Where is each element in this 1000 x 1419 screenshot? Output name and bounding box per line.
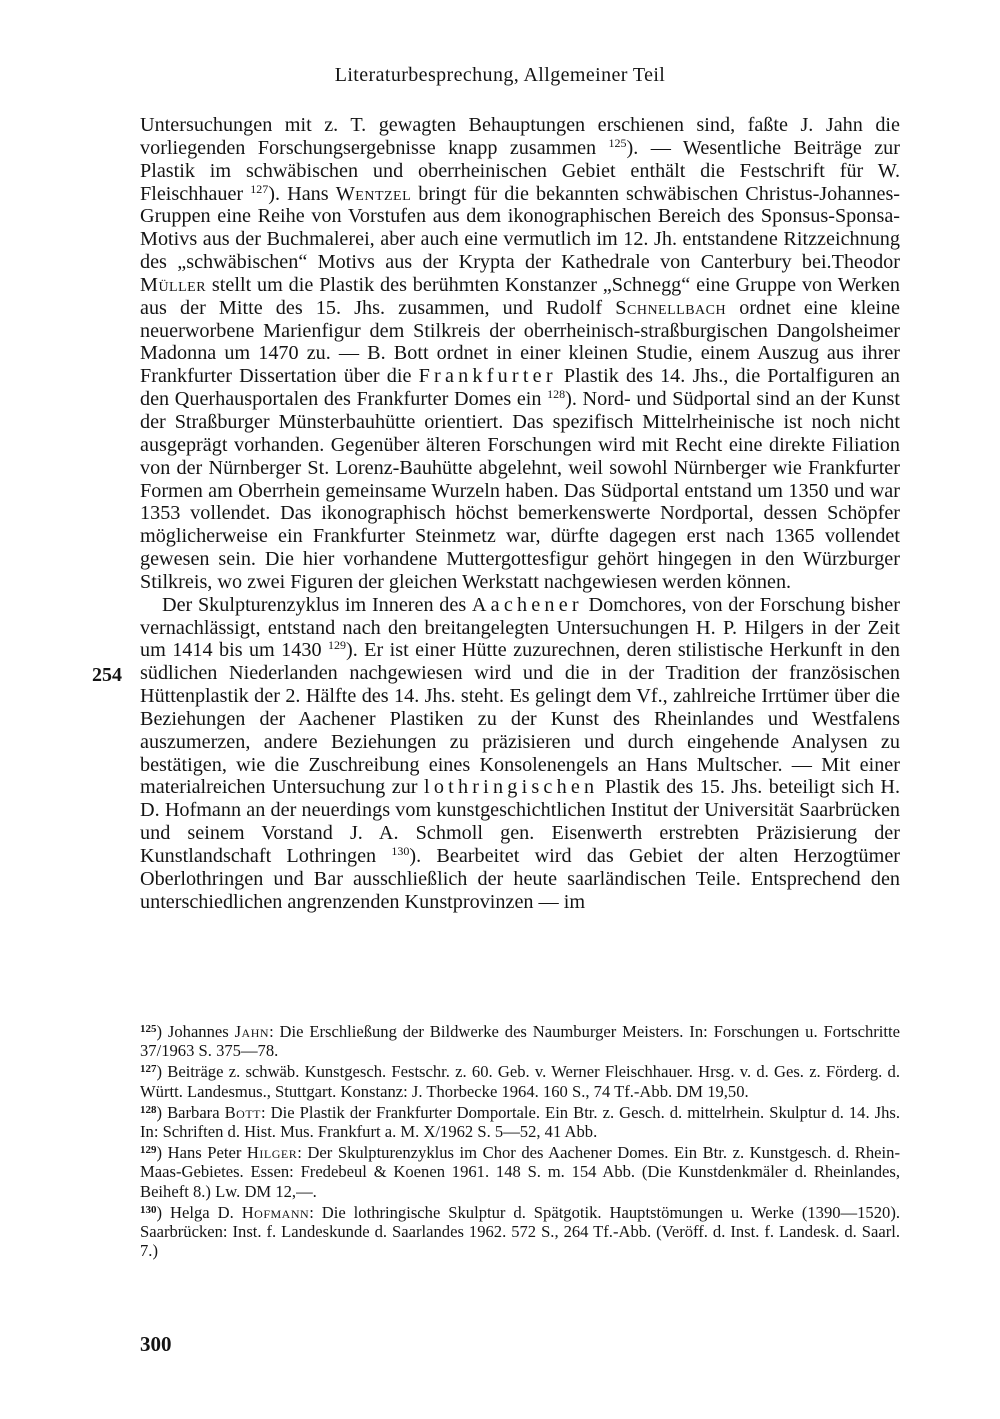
footnote-author-first: Johannes: [167, 1022, 229, 1041]
footnote-mark: 127: [140, 1063, 157, 1076]
text-run: Plastik des 15. Jhs. beteiligt sich H. D. Hofmann an der neuerdings vom kunstgeschichtlichen Institut der Universität Saarbrücken und seinem Vorstand J. A. Schmoll gen. Eisenwerth erstrebten Präzisierung der Kunstlandschaft Lothringen: [140, 776, 901, 867]
footnote-text: : Die Plastik der Frankfurter Domportale. Ein Btr. z. Gesch. d. mittelrhein. Skulptur d. 14. Jhs. In: Schriften d. Hist. Mus. Frankfurt a. M. X/1962 S. 5—52, 41 Abb.: [140, 1102, 900, 1142]
footnote-mark: 128: [140, 1103, 157, 1116]
footnote-mark: 130: [140, 1203, 157, 1216]
text-run: ). Nord- und Südportal sind an der Kunst der Straßburger Münsterbauhütte orientiert. Das spezifisch Mittelrheinische ist noch nicht ausgeprägt vorhanden. Gegenüber älteren Forschungen wird mit Recht eine direkte Filiation von der Nürnberger St. Lorenz-Bauhütte abgelehnt, weil sowohl Nürnberger wie Frankfurter Formen am Oberrhein gemeinsame Wurzeln haben. Das Südportal entstand um 1350 und war 1353 vollendet. Das ikonographisch höchst bemerkenswerte Nordportal, dessen Schöpfer möglicherweise ein Frankfurter Steinmetz war, dürfte dagegen erst nach 1365 vollendet gewesen sein. Die hier vorhandene Muttergottesfigur gehört hingegen in den Würzburger Stilkreis, wo zwei Figuren der gleichen Werkstatt nachgewiesen werden können.: [140, 388, 901, 593]
text-run: ). Er ist einer Hütte zuzurechnen, deren stilistische Herkunft in den südlichen Niederlanden nachgewiesen wird und die in der Tradition der französischen Hüttenplastik der 2. Hälfte des 14. Jhs. steht. Es gelingt dem Vf., zahlreiche Irrtümer über die Beziehungen der Aachener Plastiken zu der Kunst des Rheinlandes und Westfalens auszumerzen, andere Beziehungen zu präzisieren und durch eingehende Analysen zu bestätigen, wie die Zuschreibung eines Konsolenengels an Hans Multscher. — Mit einer materialreichen Untersuchung zur: [140, 639, 901, 799]
spaced-place-name: Frankfurter: [418, 365, 557, 388]
spaced-place-name: Aachener: [471, 593, 583, 616]
footnote-text: : Die lothringische Skulptur d. Spätgotik. Hauptstömungen u. Werke (1390—1520). Saarbrücken: Inst. f. Landeskunde d. Saarlandes 1962. 572 S., 264 Tf.-Abb. (Veröff. d. Inst. f. Landesk. d. Saarl. 7.): [140, 1202, 900, 1261]
footnote-127: $^{127}$) Beiträge z. schwäb. Kunstgesch. Festschr. z. 60. Geb. v. Werner Fleischhauer. Hrsg. v. d. Ges. z. Förderg. d. Württ. Landesmus., Stuttgart. Konstanz: J. Thorbecke 1964. 160 S., 74 Tf.-Abb. DM 19,50.: [140, 1062, 900, 1101]
page-number: 300: [140, 1332, 172, 1356]
footnote-author-first: Helga D.: [170, 1202, 234, 1222]
footnote-ref-125[interactable]: 125: [608, 135, 627, 150]
footnote-128: $^{128}$) Barbara Bott: Die Plastik der Frankfurter Domportale. Ein Btr. z. Gesch. d. mittelrhein. Skulptur d. 14. Jhs. In: Schriften d. Hist. Mus. Frankfurt a. M. X/1962 S. 5—52, 41 Abb.: [140, 1102, 900, 1142]
footnote-author-name: Hofmann: [241, 1202, 310, 1222]
text-run: ). — Wesentliche Beiträge zur Plastik im schwäbischen und oberrheinischen Gebiet enthält die Festschrift für W. Fleischhauer: [140, 136, 900, 205]
footnote-author-name: Bott: [224, 1102, 262, 1122]
footnote-ref-127[interactable]: 127: [250, 181, 269, 196]
footnote-author-name: Jahn: [234, 1022, 270, 1041]
text-run: bringt für die bekannten schwäbischen Christus-Johannes-Gruppen eine Reihe von Vorstufen aus dem ikonographischen Bereich des Sponsus-Sponsa-Motivs aus der Buchmalerei, aber auch eine vermutlich im 12. Jh. entstandene Ritzzeichnung des „schwäbischen“ Motivs aus der Krypta der Kathedrale von Canterbury bei.Theodor: [140, 182, 901, 274]
footnote-mark: 125: [140, 1023, 157, 1035]
footnote-130: $^{130}$) Helga D. Hofmann: Die lothringische Skulptur d. Spätgotik. Hauptstömungen u. Werke (1390—1520). Saarbrücken: Inst. f. Landeskunde d. Saarlandes 1962. 572 S., 264 Tf.-Abb. (Veröff. d. Inst. f. Landesk. d. Saarl. 7.): [140, 1202, 900, 1261]
footnote-author-first: Barbara: [167, 1102, 220, 1122]
paragraph-1: [140, 114, 900, 594]
body-text: [140, 114, 900, 914]
author-name: Schnellbach: [615, 296, 727, 319]
footnote-author-name: Hilger: [246, 1143, 298, 1163]
footnote-author-first: Hans Peter: [167, 1143, 242, 1163]
footnote-text: : Die Erschließung der Bildwerke des Naumburger Meisters. In: Forschungen u. Fortschritte 37/1963 S. 375—78.: [140, 1022, 900, 1061]
text-run: stellt um die Plastik des berühmten Konstanzer „Schnegg“ eine Gruppe von Werken aus der Mitte des 15. Jhs. zusammen, und Rudolf: [140, 273, 900, 319]
spaced-place-name: lothringischen: [424, 776, 599, 799]
author-name: Müller: [140, 273, 207, 296]
footnote-mark: 129: [140, 1144, 157, 1157]
text-run: Untersuchungen mit z. T. gewagten Behauptungen erschienen sind, faßte J. Jahn die vorliegenden Forschungsergebnisse knapp zusammen: [140, 114, 900, 159]
footnote-text: Beiträge z. schwäb. Kunstgesch. Festschr. z. 60. Geb. v. Werner Fleischhauer. Hrsg. v. d. Ges. z. Förderg. d. Württ. Landesmus., Stuttgart. Konstanz: J. Thorbecke 1964. 160 S., 74 Tf.-Abb. DM 19,50.: [140, 1062, 900, 1101]
text-run: ordnet eine kleine neuerworbene Marienfigur dem Stilkreis der oberrheinisch-straßburgischen Dangolsheimer Madonna um 1470 zu. — B. Bott ordnet in einer kleinen Studie, einem Auszug aus ihrer Frankfurter Dissertation über die: [140, 296, 901, 388]
paragraph-2: [140, 594, 900, 914]
text-run: ). Hans: [268, 182, 329, 205]
running-head: Literaturbesprechung, Allgemeiner Teil: [334, 64, 666, 86]
footnote-ref-128[interactable]: 128: [547, 387, 566, 402]
text-run: Domchores, von der Forschung bisher vernachlässigt, entstand nach den breitangelegten Untersuchungen H. P. Hilgers in der Zeit um 1414 bis um 1430: [140, 593, 900, 662]
text-run: ). Bearbeitet wird das Gebiet der alten Herzogtümer Oberlothringen und Bar ausschließlich der heute saarländischen Teile. Entsprechend den unterschiedlichen angrenzenden Kunstprovinzen — im: [140, 845, 901, 913]
footnotes: [140, 1020, 900, 1260]
author-name: Wentzel: [335, 182, 412, 205]
footnote-129: $^{129}$) Hans Peter Hilger: Der Skulpturenzyklus im Chor des Aachener Domes. Ein Btr. z. Kunstgesch. d. Rhein-Maas-Gebietes. Essen: Fredebeul & Koenen 1961. 148 S. m. 154 Abb. (Die Kunstdenkmäler d. Rheinlandes, Beiheft 8.) Lw. DM 12,—.: [140, 1143, 900, 1201]
footnote-text: : Der Skulpturenzyklus im Chor des Aachener Domes. Ein Btr. z. Kunstgesch. d. Rhein-Maas-Gebietes. Essen: Fredebeul & Koenen 1961. 148 S. m. 154 Abb. (Die Kunstdenkmäler d. Rheinlandes, Beiheft 8.) Lw. DM 12,—.: [140, 1143, 900, 1201]
text-run: Plastik des 14. Jhs., die Portalfiguren an den Querhausportalen des Frankfurter Domes ein: [140, 365, 901, 411]
text-run: Der Skulpturenzyklus im Inneren des: [162, 593, 467, 616]
footnote-125: $^{125}$) Johannes Jahn: Die Erschließung der Bildwerke des Naumburger Meisters. In: Forschungen u. Fortschritte 37/1963 S. 375—78.: [140, 1022, 900, 1061]
margin-number: 254: [92, 664, 122, 686]
footnote-ref-129[interactable]: 129: [327, 638, 346, 653]
footnote-ref-130[interactable]: 130: [391, 844, 410, 858]
